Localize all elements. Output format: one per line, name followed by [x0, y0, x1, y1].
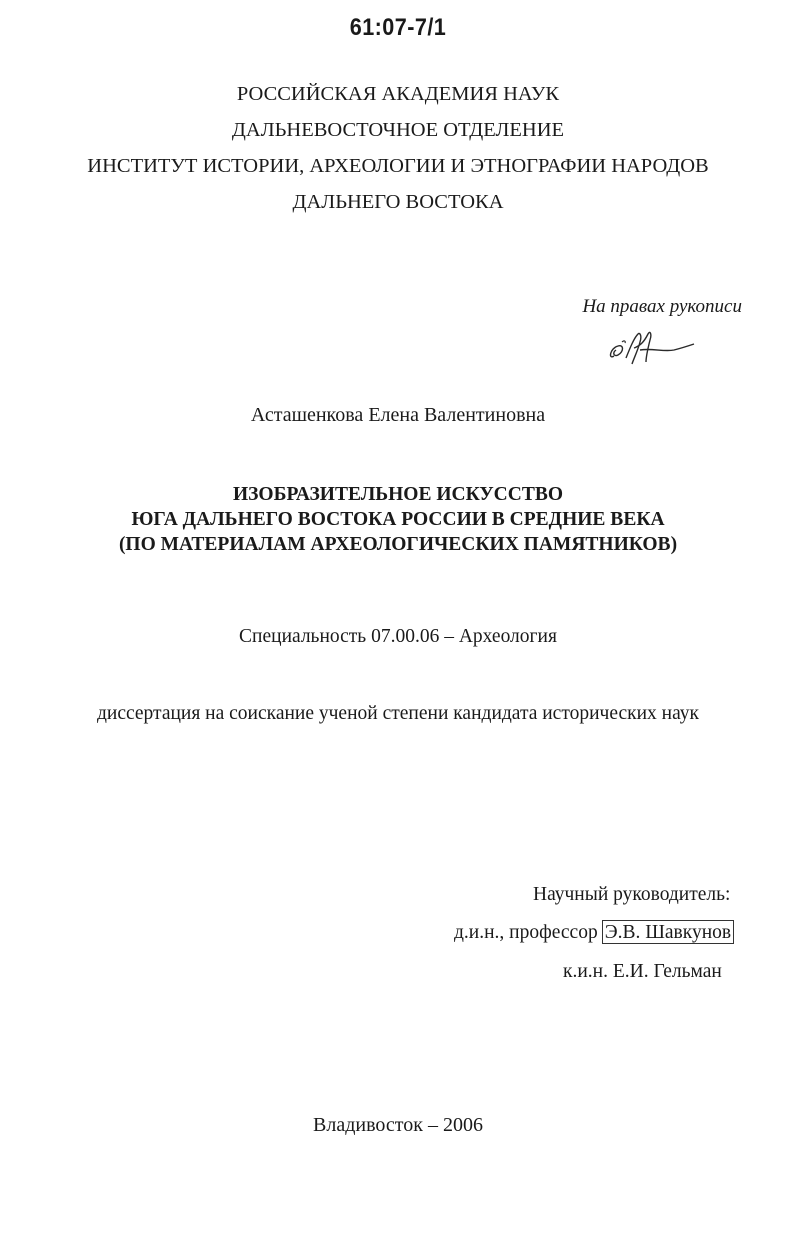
place-year: Владивосток – 2006 [313, 1114, 483, 1136]
supervisor-2: к.и.н. Е.И. Гельман [563, 961, 722, 982]
supervisor-1-title: д.и.н., профессор [454, 922, 598, 943]
specialty: Специальность 07.00.06 – Археология [239, 626, 557, 647]
organization-line-3: ИНСТИТУТ ИСТОРИИ, АРХЕОЛОГИИ И ЭТНОГРАФИИ НАРОДОВ [87, 155, 709, 177]
degree-note: диссертация на соискание ученой степени кандидата исторических наук [97, 703, 699, 724]
supervisor-label: Научный руководитель: [533, 884, 731, 905]
archive-stamp: 61:07-7/1 [349, 14, 447, 41]
organization-line-4: ДАЛЬНЕГО ВОСТОКА [292, 191, 504, 213]
handwritten-signature [604, 328, 696, 370]
supervisor-1 [454, 922, 734, 944]
thesis-title-line-3: (ПО МАТЕРИАЛАМ АРХЕОЛОГИЧЕСКИХ ПАМЯТНИКОВ) [118, 534, 678, 555]
rights-note: На правах рукописи [582, 296, 742, 317]
author-name: Асташенкова Елена Валентиновна [250, 404, 546, 426]
organization-line-2: ДАЛЬНЕВОСТОЧНОЕ ОТДЕЛЕНИЕ [231, 119, 565, 141]
supervisor-1-name: Э.В. Шавкунов [602, 920, 734, 944]
organization-line-1: РОССИЙСКАЯ АКАДЕМИЯ НАУК [236, 83, 560, 105]
thesis-title-line-2: ЮГА ДАЛЬНЕГО ВОСТОКА РОССИИ В СРЕДНИЕ ВЕКА [131, 509, 665, 530]
thesis-title-line-1: ИЗОБРАЗИТЕЛЬНОЕ ИСКУССТВО [232, 484, 564, 505]
